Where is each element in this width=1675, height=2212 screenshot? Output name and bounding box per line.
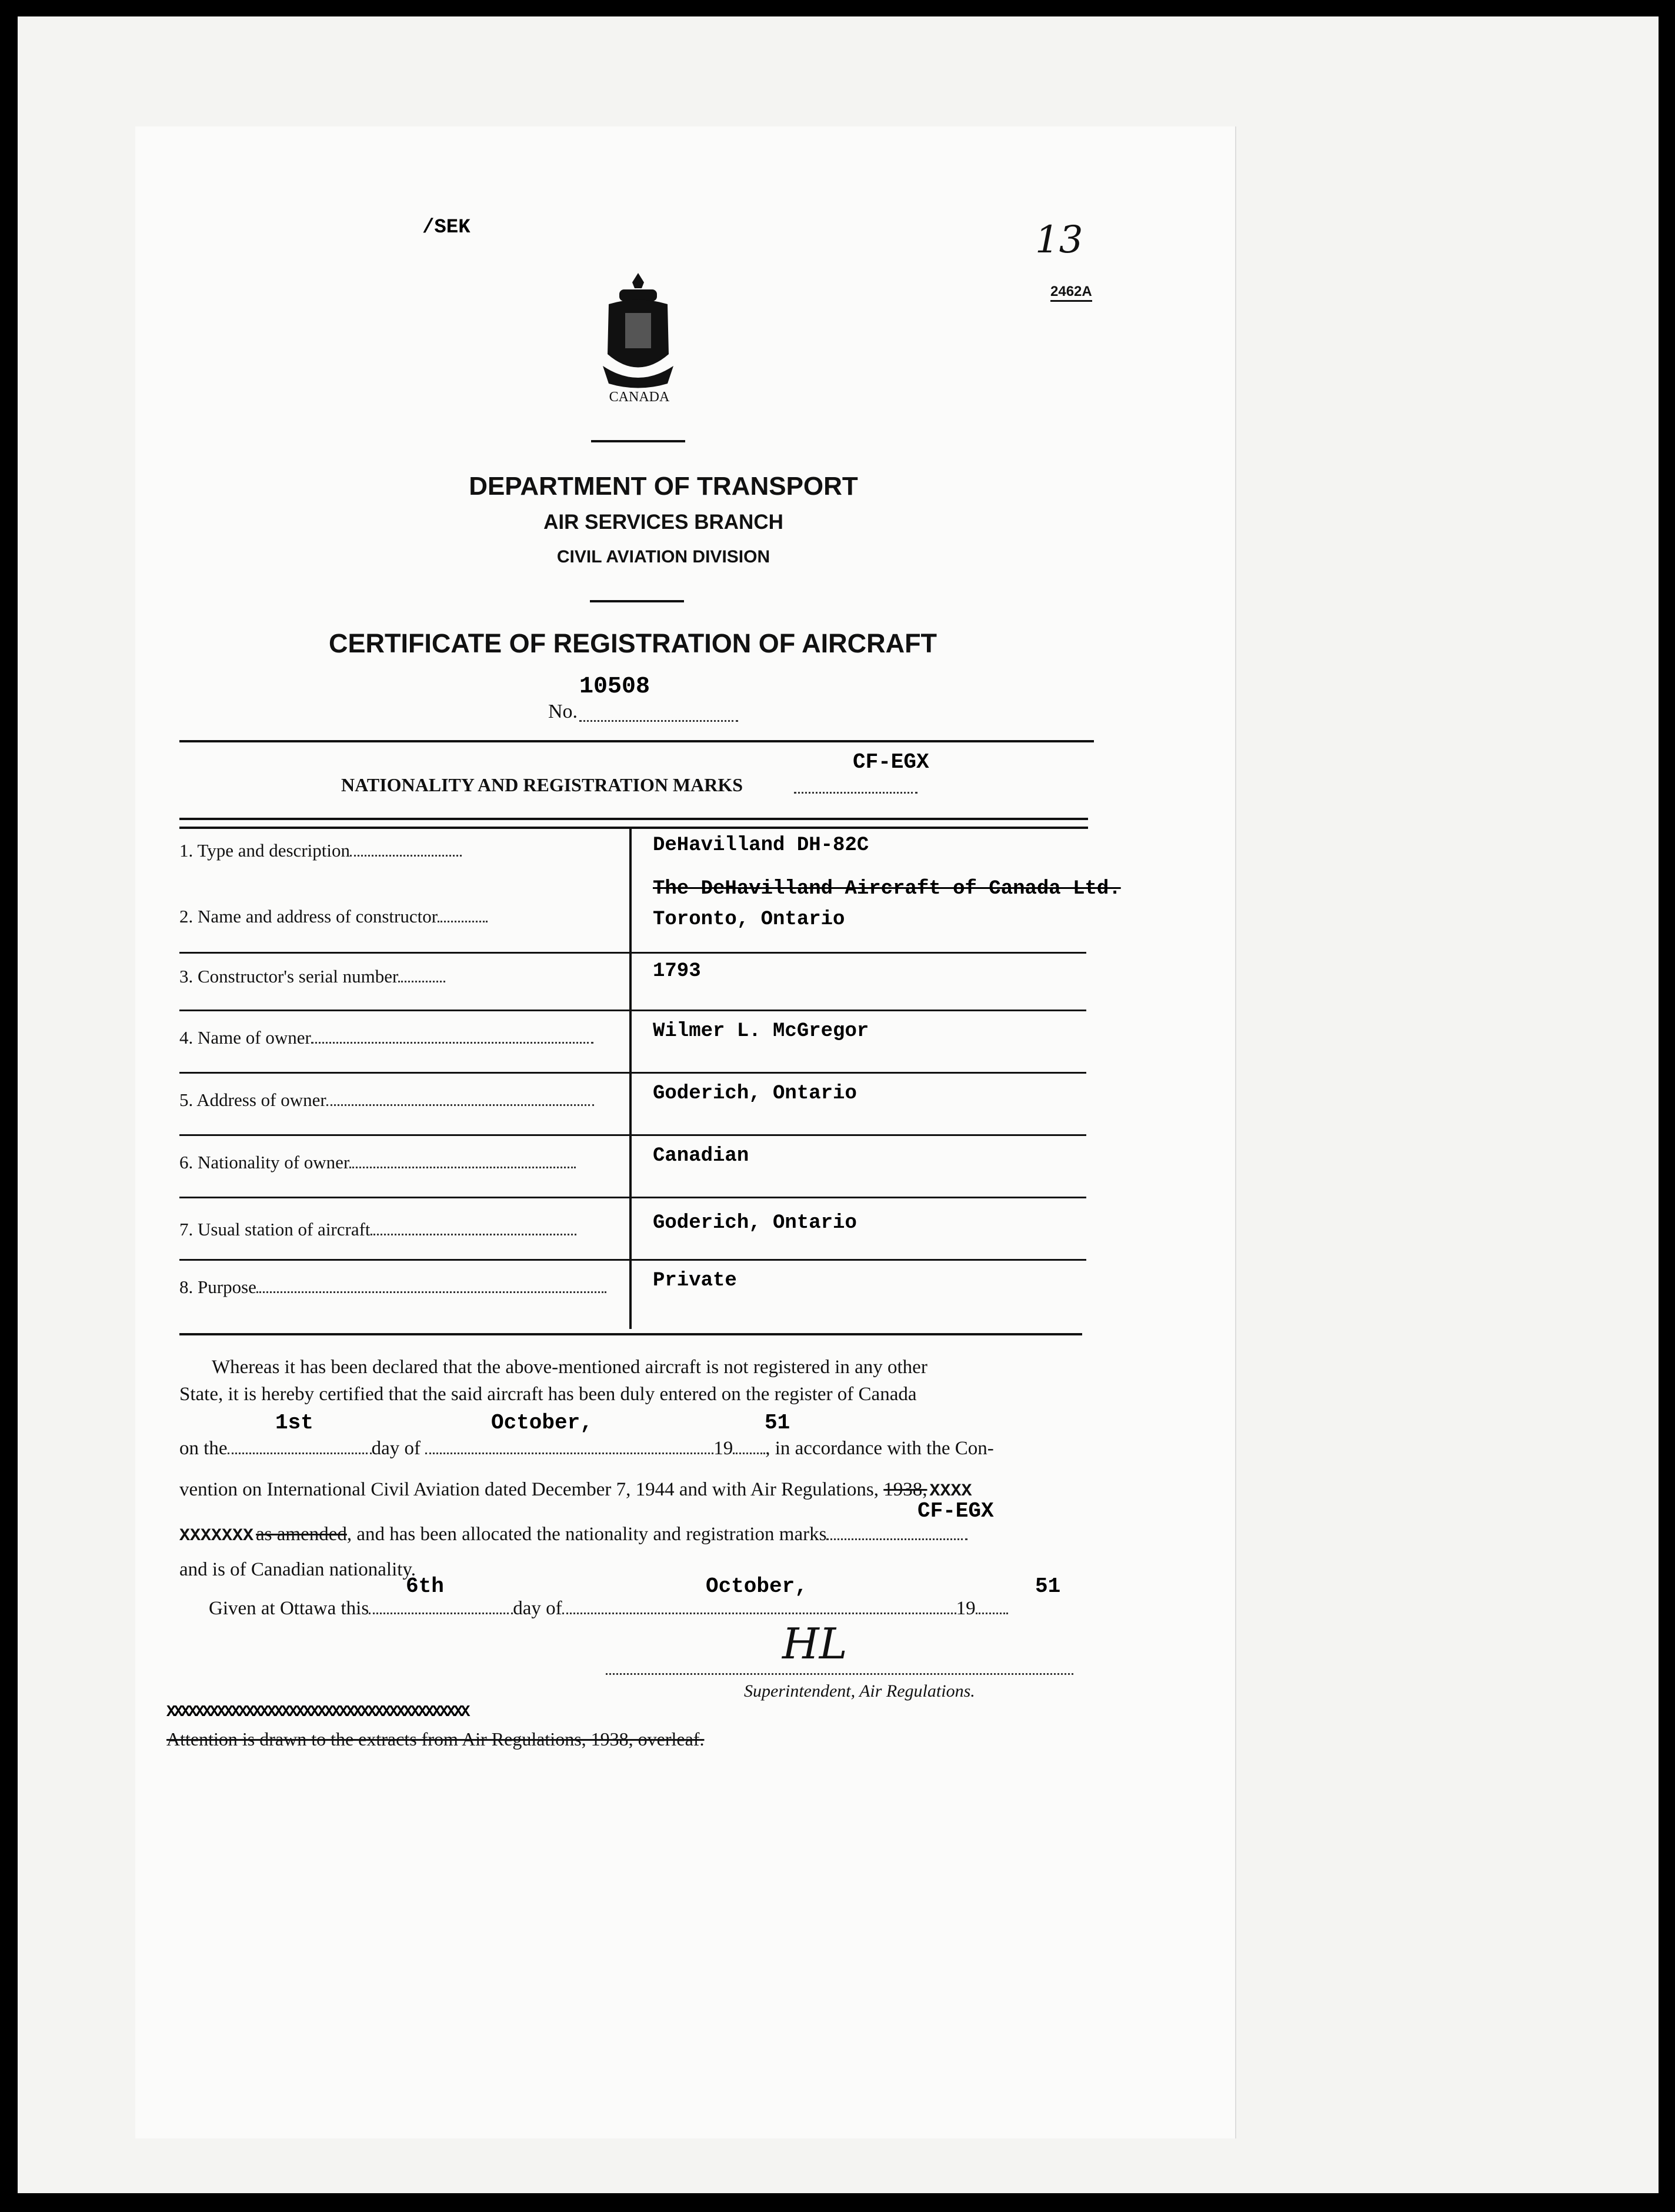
nationality-value: CF-EGX — [853, 750, 929, 774]
certificate-sheet — [135, 126, 1235, 2138]
field-label-serial: 3. Constructor's serial number — [179, 966, 445, 987]
row-divider — [179, 1072, 1086, 1074]
signature-initials: HL — [782, 1619, 847, 1668]
field-label-constructor: 2. Name and address of constructor — [179, 906, 488, 927]
field-value-type: DeHavilland DH-82C — [653, 834, 869, 857]
divider — [591, 440, 685, 442]
row-divider — [179, 1197, 1086, 1198]
certification-line-1: Whereas it has been declared that the above-mentioned aircraft is not registered in any other — [212, 1357, 927, 1378]
certificate-number-label: No. — [548, 701, 578, 722]
divider — [179, 740, 1094, 742]
registration-marks-value: CF-EGX — [917, 1499, 994, 1523]
field-label-owner-address: 5. Address of owner — [179, 1090, 594, 1111]
field-value-owner-name: Wilmer L. McGregor — [653, 1020, 869, 1042]
attention-overtype: XXXXXXXXXXXXXXXXXXXXXXXXXXXXXXXXXXXXXXXXXX — [166, 1704, 468, 1721]
signature-line — [606, 1670, 1073, 1675]
signature-title: Superintendent, Air Regulations. — [744, 1681, 975, 1701]
registration-year: 51 — [765, 1411, 790, 1435]
field-value-station: Goderich, Ontario — [653, 1212, 857, 1234]
crest-caption: CANADA — [609, 389, 670, 405]
registration-month: October, — [491, 1411, 593, 1435]
field-value-purpose: Private — [653, 1270, 737, 1292]
row-divider — [179, 952, 1086, 954]
certification-line-3: on the day of 19 , in accordance with the Con- — [179, 1438, 994, 1459]
nationality-label: NATIONALITY AND REGISTRATION MARKS — [341, 774, 743, 795]
nationality-dotted-line — [794, 777, 917, 794]
field-value-owner-address: Goderich, Ontario — [653, 1082, 857, 1105]
department-heading: DEPARTMENT OF TRANSPORT — [469, 472, 858, 501]
coat-of-arms-icon — [603, 272, 673, 389]
field-label-station: 7. Usual station of aircraft — [179, 1219, 576, 1240]
given-day: 6th — [406, 1574, 444, 1598]
field-label-purpose: 8. Purpose — [179, 1277, 606, 1298]
given-year: 51 — [1035, 1574, 1061, 1598]
certificate-number: 10508 — [579, 674, 650, 700]
divider — [179, 818, 1088, 820]
row-divider — [179, 1134, 1086, 1136]
table-column-divider — [629, 829, 632, 1329]
divider — [179, 827, 1088, 829]
registration-day: 1st — [275, 1411, 313, 1435]
struck-amended: as amended — [256, 1524, 347, 1545]
strike-overtype: XXXX — [929, 1481, 972, 1501]
row-divider — [179, 1010, 1086, 1011]
division-heading: CIVIL AVIATION DIVISION — [556, 547, 770, 567]
field-label-owner-name: 4. Name of owner — [179, 1027, 593, 1048]
strike-overtype: XXXXXXX — [179, 1526, 254, 1546]
field-value-serial: 1793 — [653, 960, 701, 982]
divider — [590, 600, 684, 602]
divider — [179, 1333, 1082, 1335]
certification-line-4: vention on International Civil Aviation dated December 7, 1944 and with Air Regulations, 1938, XXXX — [179, 1479, 972, 1501]
file-reference: /SEK — [422, 216, 471, 239]
form-number: 2462A — [1050, 284, 1092, 302]
given-month: October, — [706, 1574, 808, 1598]
handwritten-number: 13 — [1035, 218, 1083, 262]
given-line: Given at Ottawa this day of 19 — [209, 1598, 1008, 1620]
certification-line-5: XXXXXXX as amended, and has been allocated the nationality and registration marks — [179, 1524, 967, 1547]
field-label-type: 1. Type and description — [179, 840, 462, 861]
branch-heading: AIR SERVICES BRANCH — [543, 511, 783, 534]
field-value-nationality: Canadian — [653, 1145, 749, 1167]
certification-line-6: and is of Canadian nationality. — [179, 1559, 416, 1580]
certificate-title: CERTIFICATE OF REGISTRATION OF AIRCRAFT — [328, 628, 937, 658]
field-label-nationality: 6. Nationality of owner — [179, 1152, 576, 1173]
certification-line-2: State, it is hereby certified that the said aircraft has been duly entered on the register of Canada — [179, 1384, 917, 1405]
field-value-constructor: The DeHavilland Aircraft of Canada Ltd. — [653, 878, 1121, 900]
field-value-constructor-address: Toronto, Ontario — [653, 908, 845, 931]
row-divider — [179, 1259, 1086, 1261]
struck-attention-note: Attention is drawn to the extracts from Air Regulations, 1938, overleaf. — [166, 1728, 705, 1750]
struck-year: 1938, — [883, 1479, 927, 1500]
number-dotted-line — [579, 702, 738, 722]
